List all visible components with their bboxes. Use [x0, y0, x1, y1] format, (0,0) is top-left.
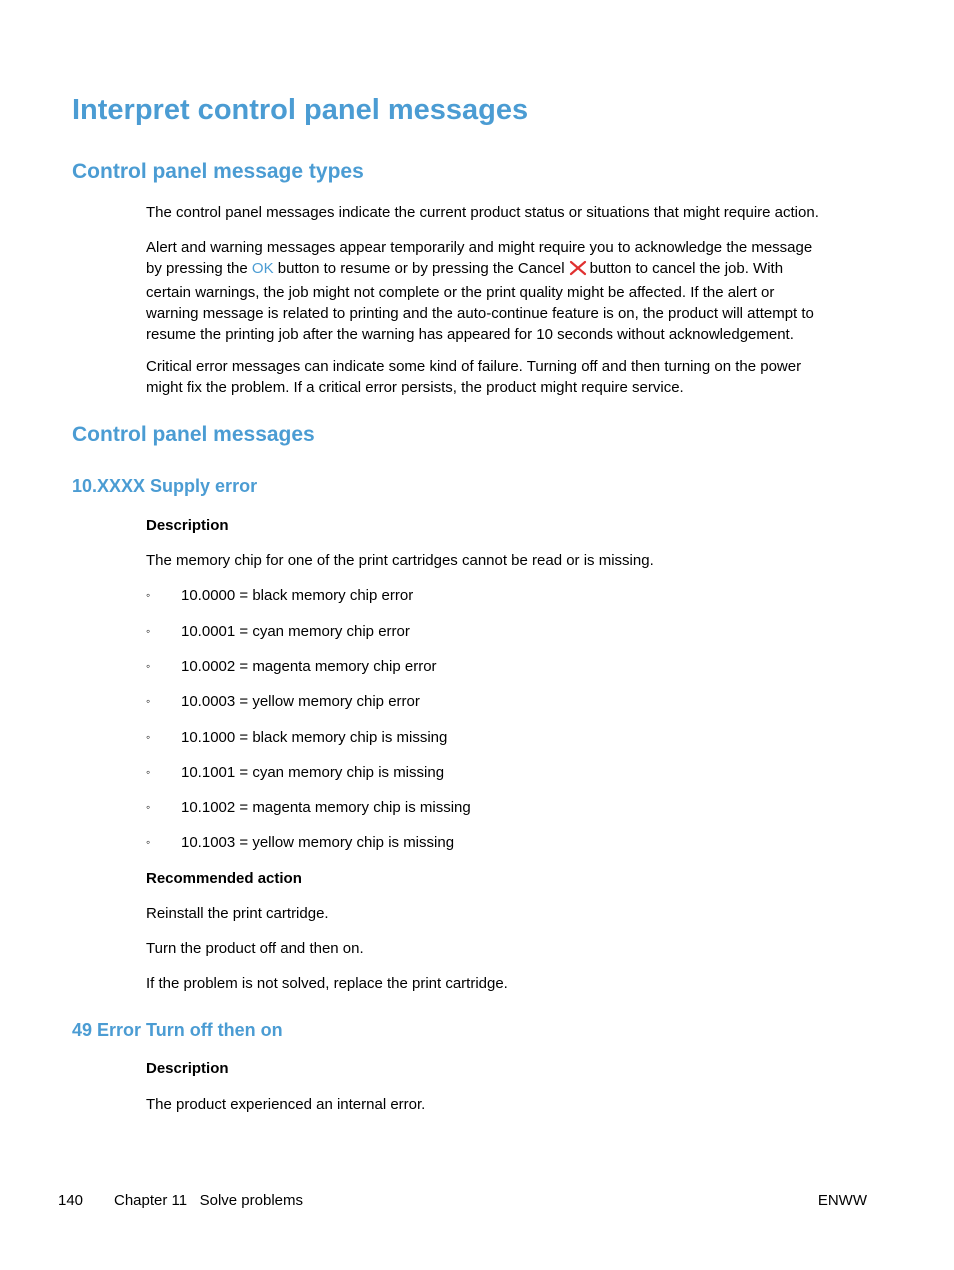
bullet-icon: ◦ — [146, 694, 151, 708]
list-item-text: 10.0001 = cyan memory chip error — [181, 623, 410, 640]
list-item-text: 10.0003 = yellow memory chip error — [181, 693, 420, 710]
list-item — [146, 797, 846, 818]
list-item — [146, 832, 846, 853]
action-text: If the problem is not solved, replace the print cartridge. — [146, 975, 508, 992]
locale-label: ENWW — [817, 1192, 867, 1209]
page-number: 140 — [58, 1192, 84, 1209]
list-item — [146, 762, 846, 783]
message-heading-supply-error: 10.XXXX Supply error — [72, 476, 258, 496]
description-text: The memory chip for one of the print cartridges cannot be read or is missing. — [146, 552, 654, 569]
alert-line-4: warning message is related to printing and the auto-continue feature is on, the product will attempt to — [146, 305, 814, 322]
intro-paragraph: The control panel messages indicate the current product status or situations that might require action. — [146, 204, 819, 221]
alert-line-3: certain warnings, the job might not complete or the print quality might be affected. If the alert or — [146, 284, 775, 301]
alert-line-5: resume the printing job after the warning has appeared for 10 seconds without acknowledgement. — [146, 326, 794, 343]
list-item-text: 10.1000 = black memory chip is missing — [181, 729, 448, 746]
alert-line-2-start: by pressing the — [146, 260, 252, 277]
section-heading-message-types: Control panel message types — [72, 160, 364, 183]
message-heading-49-error: 49 Error Turn off then on — [72, 1020, 283, 1040]
alert-line-2 — [146, 258, 876, 282]
bullet-icon: ◦ — [146, 624, 151, 638]
list-item-text: 10.1003 = yellow memory chip is missing — [181, 834, 455, 851]
description-label: Description — [146, 517, 229, 534]
alert-line-1: Alert and warning messages appear temporarily and might require you to acknowledge the message — [146, 239, 813, 256]
bullet-icon: ◦ — [146, 588, 151, 602]
list-item-text: 10.1002 = magenta memory chip is missing — [181, 799, 471, 816]
alert-line-2-middle: button to resume or by pressing the Cancel — [273, 260, 565, 277]
list-item — [146, 727, 846, 748]
list-item — [146, 621, 846, 642]
list-item — [146, 691, 846, 712]
chapter-label: Chapter 11 Solve problems — [114, 1192, 303, 1209]
list-item — [146, 585, 846, 606]
bullet-icon: ◦ — [146, 765, 151, 779]
bullet-icon: ◦ — [146, 659, 151, 673]
list-item-text: 10.0000 = black memory chip error — [181, 587, 414, 604]
bullet-icon: ◦ — [146, 800, 151, 814]
close-x-icon — [569, 260, 587, 282]
action-text: Reinstall the print cartridge. — [146, 905, 329, 922]
action-text: Turn the product off and then on. — [146, 940, 364, 957]
page-title: Interpret control panel messages — [72, 94, 529, 126]
alert-paragraph — [146, 237, 876, 345]
description-label: Description — [146, 1060, 229, 1077]
critical-paragraph — [146, 356, 876, 398]
ok-button-label: OK — [251, 260, 274, 277]
critical-line-2: might fix the problem. If a critical error persists, the product might require service. — [146, 379, 684, 396]
critical-line-1: Critical error messages can indicate some kind of failure. Turning off and then turning on the power — [146, 358, 802, 375]
bullet-icon: ◦ — [146, 835, 151, 849]
recommended-action-label: Recommended action — [146, 870, 302, 887]
alert-line-2-end: button to cancel the job. With — [589, 260, 784, 277]
description-text: The product experienced an internal error. — [146, 1096, 426, 1113]
bullet-icon: ◦ — [146, 730, 151, 744]
list-item — [146, 656, 846, 677]
section-heading-messages: Control panel messages — [72, 423, 315, 446]
list-item-text: 10.1001 = cyan memory chip is missing — [181, 764, 445, 781]
list-item-text: 10.0002 = magenta memory chip error — [181, 658, 437, 675]
